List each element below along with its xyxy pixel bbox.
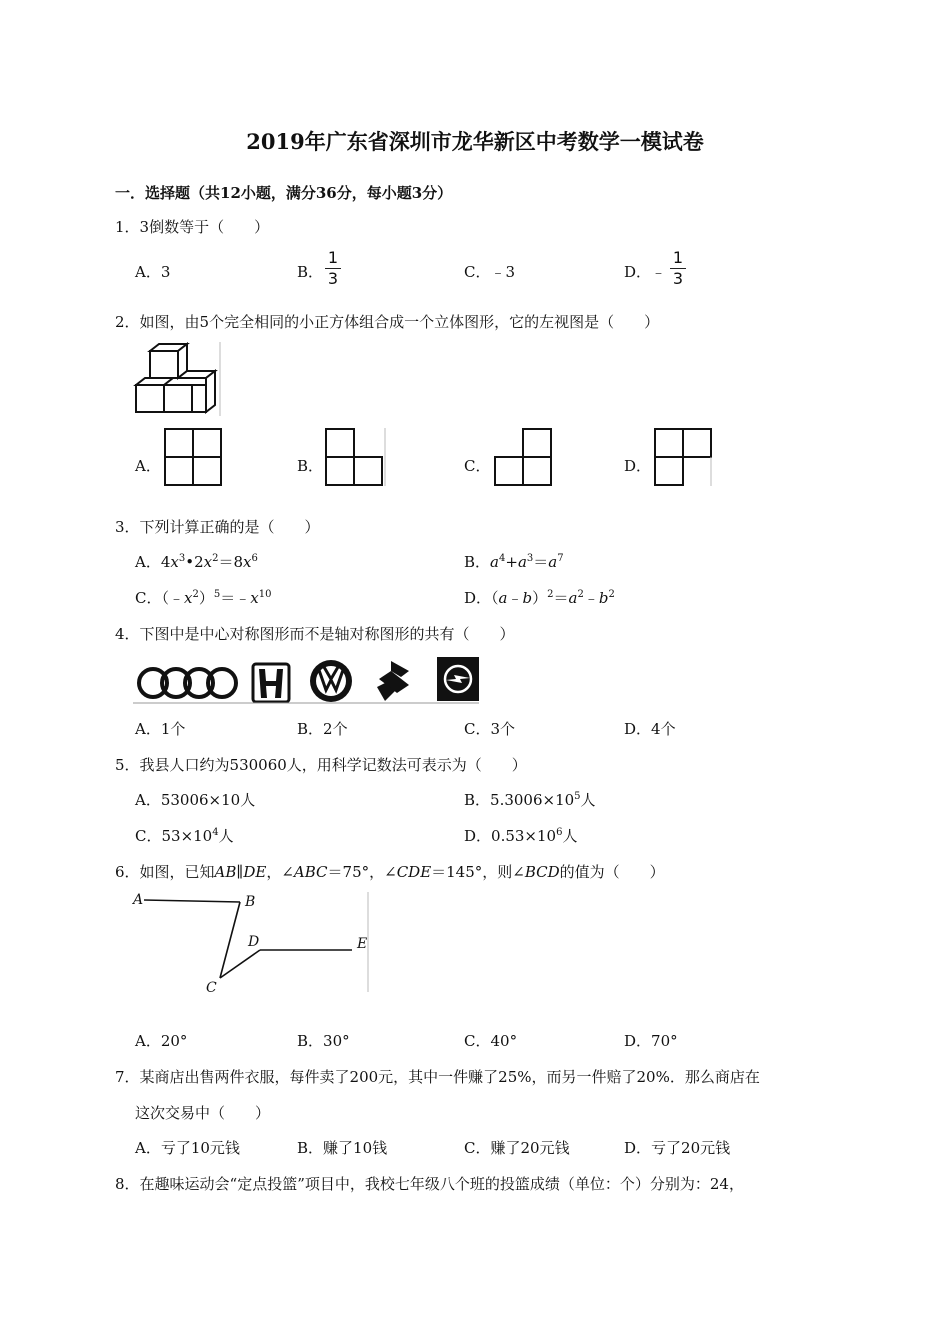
q3-option-a: A．$4x^3•2x^2=8x^6$ <box>135 553 258 571</box>
q2-option-d: D． <box>624 457 652 475</box>
q3-stem: 3．下列计算正确的是（ ） <box>115 518 320 536</box>
q5-option-b: B．$5.3006\times 10^5$人 <box>464 791 596 809</box>
q5-option-c: C．$53\times 10^4$人 <box>135 827 234 845</box>
q4-option-c: C．3个 <box>464 720 516 738</box>
q2-option-b: B． <box>297 457 324 475</box>
q5-option-d: D．$0.53\times 10^6$人 <box>464 827 578 845</box>
q2-option-c: C． <box>464 457 491 475</box>
opel-logo-icon <box>437 657 479 701</box>
q7-stem-line1: 7．某商店出售两件衣服，每件卖了200元，其中一件赚了25%，而另一件赔了20%．那么商店在 <box>115 1068 760 1086</box>
q1-option-a: A．3 <box>135 263 171 281</box>
q6-option-d: D．70° <box>624 1032 678 1050</box>
q6-option-a: A．20° <box>135 1032 188 1050</box>
fraction-denominator: 3 <box>672 269 684 288</box>
q6-stem: 6．如图，已知AB∥DE，∠ABC＝75°，∠CDE＝145°，则∠BCD的值为（ ） <box>115 863 665 881</box>
q6-option-b: B．30° <box>297 1032 350 1050</box>
q1-option-c: C．﹣3 <box>464 263 516 281</box>
q5-option-a: A．53006×10人 <box>135 791 256 809</box>
q2-cube-figure <box>133 342 221 418</box>
point-label-d: D <box>248 934 260 950</box>
q2-option-a: A． <box>135 457 161 475</box>
point-label-b: B <box>245 894 256 910</box>
q8-stem: 8．在趣味运动会“定点投篮”项目中，我校七年级八个班的投篮成绩（单位：个）分别为：24， <box>115 1175 744 1193</box>
q7-option-b: B．赚了10钱 <box>297 1139 388 1157</box>
q7-option-c: C．赚了20元钱 <box>464 1139 570 1157</box>
fraction-numerator: 1 <box>327 248 339 267</box>
section-heading: 一．选择题（共12小题，满分36分，每小题3分） <box>115 184 453 202</box>
q1-option-b-label: B． <box>297 263 324 281</box>
fraction-denominator: 3 <box>327 269 339 288</box>
audi-logo-icon <box>139 669 236 697</box>
page-title: 2019年广东省深圳市龙华新区中考数学一模试卷 <box>246 129 704 154</box>
q7-option-a: A．亏了10元钱 <box>135 1139 240 1157</box>
q6-option-c: C．40° <box>464 1032 518 1050</box>
q2-stem: 2．如图，由5个完全相同的小正方体组合成一个立体图形，它的左视图是（ ） <box>115 313 660 331</box>
honda-logo-icon <box>253 664 289 702</box>
q6-angle-figure <box>130 888 375 996</box>
q2-option-a-figure <box>164 428 224 488</box>
q2-option-d-figure <box>654 428 714 488</box>
q4-option-b: B．2个 <box>297 720 348 738</box>
q1-option-b-fraction <box>325 250 341 287</box>
q1-option-d-fraction <box>670 250 686 287</box>
suzuki-logo-icon <box>377 661 409 701</box>
q5-stem: 5．我县人口约为530060人，用科学记数法可表示为（ ） <box>115 756 527 774</box>
point-label-a: A <box>133 892 144 908</box>
q3-option-b: B．$a^4+a^3=a^7$ <box>464 553 564 571</box>
q7-stem-line2: 这次交易中（ ） <box>135 1104 271 1122</box>
q4-stem: 4．下图中是中心对称图形而不是轴对称图形的共有（ ） <box>115 625 515 643</box>
volkswagen-logo-icon <box>310 660 352 702</box>
fraction-numerator: 1 <box>672 248 684 267</box>
q4-option-d: D．4个 <box>624 720 676 738</box>
q7-option-d: D．亏了20元钱 <box>624 1139 731 1157</box>
q1-stem: 1．3倒数等于（ ） <box>115 218 270 236</box>
point-label-c: C <box>206 980 217 996</box>
point-label-e: E <box>357 936 368 952</box>
q3-option-d: D．$(a﹣b)^2=a^2﹣b^2$ <box>464 589 615 607</box>
q4-logos-figure <box>133 655 481 705</box>
q3-option-c: C．$(﹣x^2)^5=﹣x^{10}$ <box>135 589 272 607</box>
q2-option-c-figure <box>492 428 554 488</box>
q1-option-d-label: D．﹣ <box>624 263 667 281</box>
q4-option-a: A．1个 <box>135 720 186 738</box>
q2-option-b-figure <box>325 428 387 488</box>
